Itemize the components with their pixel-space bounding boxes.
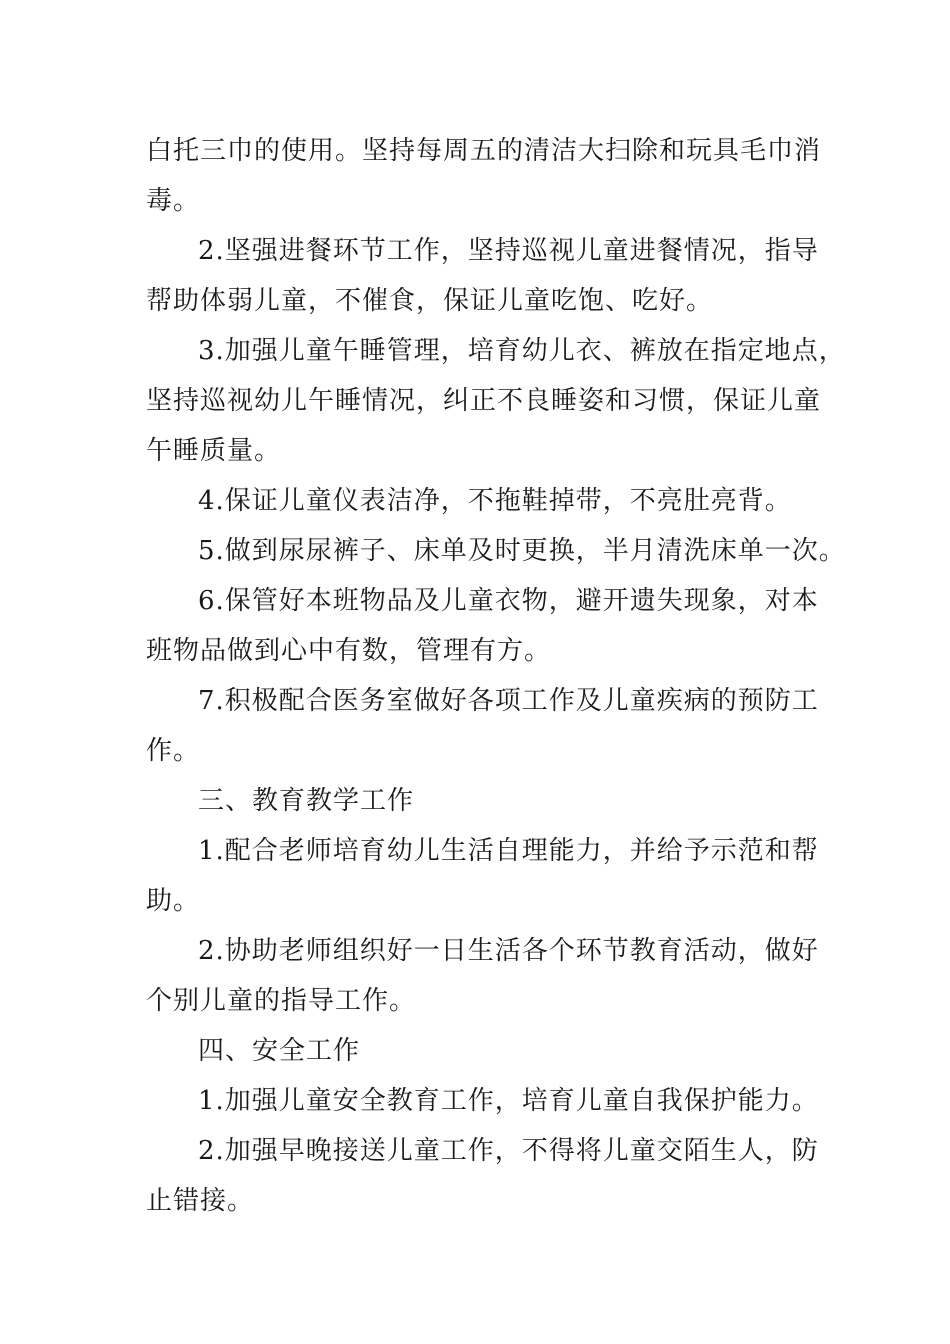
text-line: 毒。 [146,186,201,216]
text-line: 2.坚强进餐环节工作，坚持巡视儿童进餐情况，指导 [198,236,819,266]
paragraph [146,826,819,926]
paragraph [146,326,846,476]
paragraph [146,1126,819,1226]
text-line: 四、安全工作 [198,1036,361,1066]
text-line: 6.保管好本班物品及儿童衣物，避开遗失现象，对本 [198,586,819,616]
text-line: 白托三巾的使用。坚持每周五的清洁大扫除和玩具毛巾消 [146,136,822,166]
text-line: 个别儿童的指导工作。 [146,986,417,1016]
paragraph [146,1076,819,1126]
text-line: 三、教育教学工作 [198,786,415,816]
text-line: 助。 [146,886,201,916]
text-line: 坚持巡视幼儿午睡情况，纠正不良睡姿和习惯，保证儿童 [146,386,822,416]
paragraph [146,526,846,576]
text-line: 作。 [146,736,201,766]
text-line: 午睡质量。 [146,436,282,466]
document-body [146,126,846,1226]
text-line: 5.做到尿尿裤子、床单及时更换，半月清洗床单一次。 [198,536,846,566]
text-line: 班物品做到心中有数，管理有方。 [146,636,552,666]
text-line: 7.积极配合医务室做好各项工作及儿童疾病的预防工 [198,686,819,716]
text-line: 3.加强儿童午睡管理，培育幼儿衣、裤放在指定地点， [198,336,846,366]
paragraph [146,776,810,826]
paragraph [146,226,819,326]
paragraph [146,676,819,776]
paragraph [146,1026,810,1076]
text-line: 1.加强儿童安全教育工作，培育儿童自我保护能力。 [198,1086,819,1116]
paragraph [146,576,819,676]
text-line: 1.配合老师培育幼儿生活自理能力，并给予示范和帮 [198,836,819,866]
paragraph [146,126,822,226]
text-line: 止错接。 [146,1186,255,1216]
text-line: 帮助体弱儿童，不催食，保证儿童吃饱、吃好。 [146,286,714,316]
text-line: 2.加强早晚接送儿童工作，不得将儿童交陌生人，防 [198,1136,819,1166]
text-line: 2.协助老师组织好一日生活各个环节教育活动，做好 [198,936,819,966]
paragraph [146,926,819,1026]
paragraph [146,476,810,526]
text-line: 4.保证儿童仪表洁净，不拖鞋掉带，不亮肚亮背。 [198,486,792,516]
